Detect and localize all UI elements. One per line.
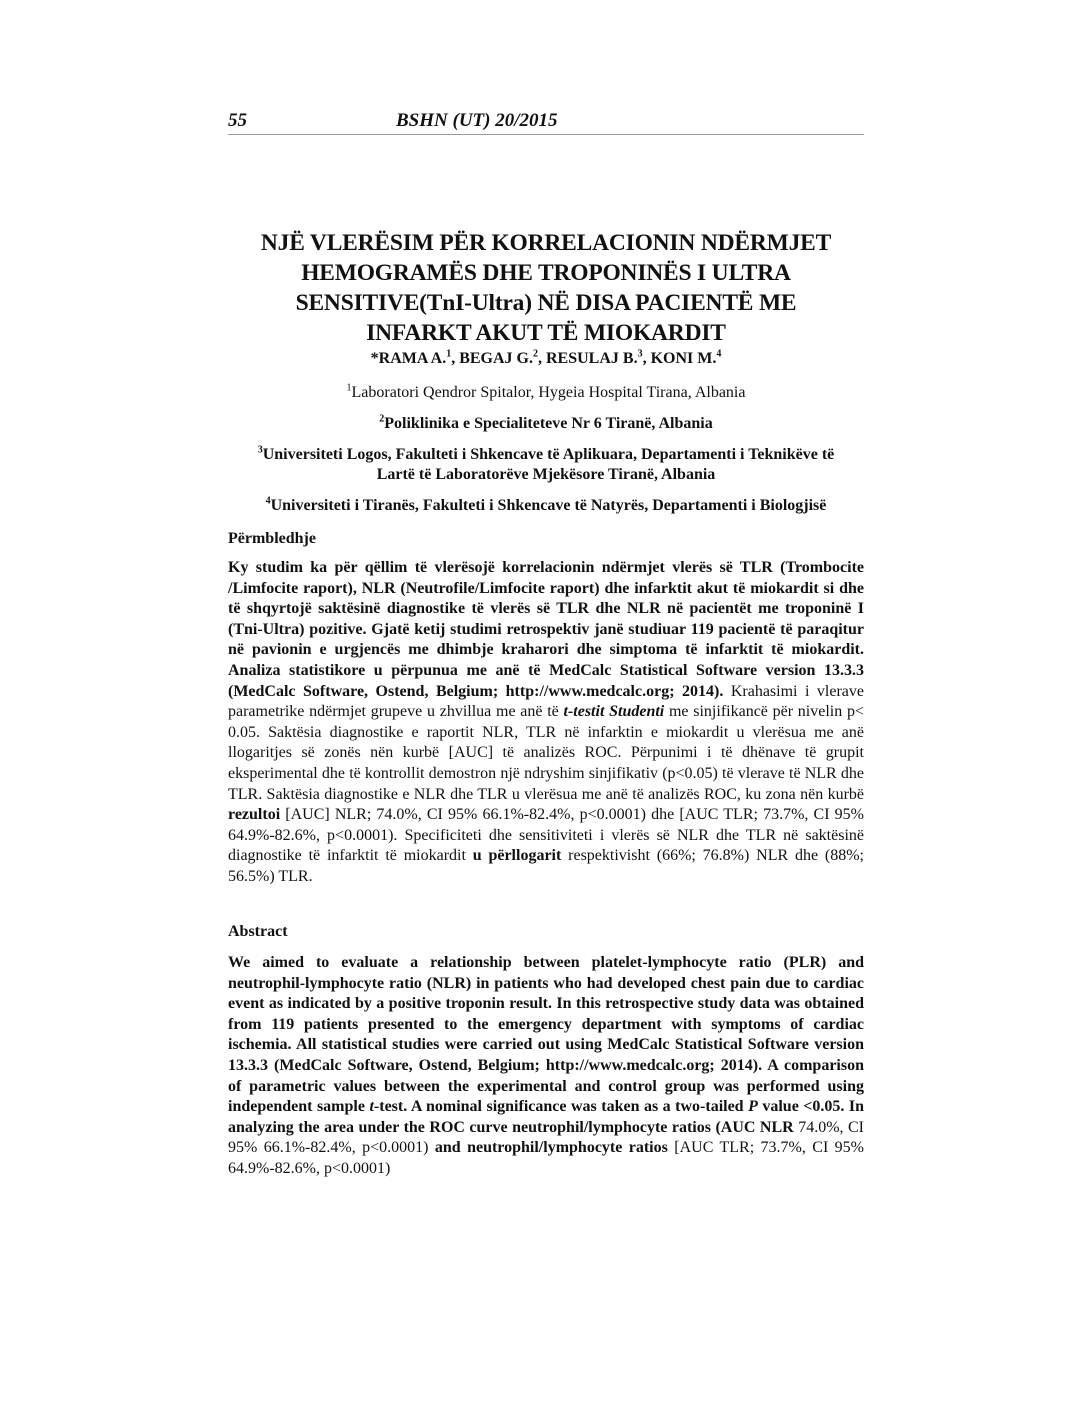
abstract-text: [AUC TLR; 73.7%, CI 95% 64.9%-82.6%, p<0.0001) bbox=[228, 1139, 865, 1177]
author: *RAMA A. bbox=[370, 350, 447, 367]
permbledhje-paragraph bbox=[228, 558, 864, 888]
author-sup: 2 bbox=[533, 348, 538, 360]
affiliation-1 bbox=[228, 383, 864, 403]
affiliation-sup: 2 bbox=[379, 413, 385, 425]
author: , RESULAJ B. bbox=[538, 350, 638, 367]
abstract-heading: Abstract bbox=[228, 923, 288, 940]
abstract-paragraph bbox=[228, 953, 864, 1180]
abstract-text: and neutrophil/lymphocyte ratios bbox=[434, 1139, 675, 1157]
permbledhje-bold-text: Ky studim ka për qëllim të vlerësojë korrelacionin ndërmjet vlerës së TLR (Trombocite /Limfocite raport), NLR (Neutrofile/Limfocite raport) dhe infarktit akut të miokardit si dhe të shqyrtojë saktësinë diagnostike të vlerës së TLR dhe NLR në pacientët me troponinë I (Tni-Ultra) pozitive. Gjatë ketij studimi retrospektiv janë studiuar 119 pacientë të paraqitur në pavionin e urgjencës me dhimbje kraharori dhe simptoma të infarktit të miokardit. Analiza statistikore u përpunua me anë të MedCalc Statistical Software version 13.3.3 (MedCalc Software, Ostend, Belgium; http://www.medcalc.org; 2014). bbox=[228, 559, 864, 700]
permbledhje-text: respektivisht (66%; 76.8%) NLR dhe (88%; 56.5%) TLR. bbox=[228, 847, 864, 885]
affiliation-text: Laboratori Qendror Spitalor, Hygeia Hospital Tirana, Albania bbox=[351, 384, 746, 401]
perllogarit-term: u përllogarit bbox=[472, 847, 562, 865]
abstract-text: -test. A nominal significance was taken as a two-tailed bbox=[373, 1098, 749, 1116]
abstract-text: value <0.05. In analyzing the area under the ROC curve neutrophil/lymphocyte ratios (AUC NLR bbox=[228, 1098, 865, 1136]
permbledhje-heading: Përmbledhje bbox=[228, 530, 316, 547]
affiliation-text: Universiteti i Tiranës, Fakulteti i Shkencave të Natyrës, Departamenti i Biologjisë bbox=[270, 497, 827, 514]
title-line: SENSITIVE(TnI-Ultra) NË DISA PACIENTË ME bbox=[295, 290, 797, 316]
permbledhje-text: me sinjifikancë për nivelin p< 0.05. Saktësia diagnostike e raportit NLR, TLR në infarktin e miokardit u vlerësua me anë llogaritjes së zonës nën kurbë [AUC] të analizës ROC. Përpunimi i të dhënave të grupit eksperimental dhe të kontrollit demostron një ndryshim sinjifikativ (p<0.05) të vlerave të NLR dhe TLR. Saktësia diagnostike e NLR dhe TLR u vlerësua me anë të analizës ROC, ku zona nën kurbë bbox=[228, 703, 864, 803]
title-line: HEMOGRAMËS DHE TROPONINËS I ULTRA bbox=[301, 260, 791, 286]
t-symbol: t bbox=[369, 1098, 374, 1116]
affiliation-text: Poliklinika e Specialiteteve Nr 6 Tiranë, Albania bbox=[384, 415, 713, 432]
author: , BEGAJ G. bbox=[451, 350, 533, 367]
journal-name: BSHN (UT) 20/2015 bbox=[396, 110, 558, 131]
page-number: 55 bbox=[228, 110, 247, 131]
author-sup: 1 bbox=[446, 348, 452, 360]
permbledhje-text: [AUC] NLR; 74.0%, CI 95% 66.1%-82.4%, p<0.0001) dhe [AUC TLR; 73.7%, CI 95% 64.9%-82.6%, p<0.0001). Specificiteti dhe sensitiviteti i vlerës së NLR dhe TLR në saktësinë diagnostike të infarktit të miokardit bbox=[228, 806, 864, 865]
paper-title bbox=[228, 228, 864, 348]
author-sup: 3 bbox=[637, 348, 643, 360]
affiliation-text: Lartë të Laboratorëve Mjekësore Tiranë, Albania bbox=[376, 466, 716, 483]
affiliation-3 bbox=[228, 445, 864, 485]
affiliation-2 bbox=[228, 414, 864, 434]
affiliation-sup: 1 bbox=[346, 382, 352, 394]
author-list bbox=[228, 350, 864, 368]
title-line: NJË VLERËSIM PËR KORRELACIONIN NDËRMJET bbox=[260, 230, 832, 256]
running-header bbox=[228, 110, 864, 135]
author: , KONI M. bbox=[642, 350, 717, 367]
p-symbol: P bbox=[748, 1098, 758, 1116]
author-sup: 4 bbox=[716, 348, 722, 360]
abstract-text: 74.0%, CI 95% 66.1%-82.4%, p<0.0001) bbox=[228, 1118, 865, 1157]
affiliation-text: Universiteti Logos, Fakulteti i Shkencave të Aplikuara, Departamenti i Teknikëve të bbox=[262, 446, 835, 463]
title-line: INFARKT AKUT TË MIOKARDIT bbox=[366, 320, 726, 346]
rezultoi-term: rezultoi bbox=[228, 806, 281, 824]
affiliation-4 bbox=[228, 496, 864, 516]
affiliation-sup: 3 bbox=[257, 444, 263, 456]
ttest-term: t-testit Studenti bbox=[563, 703, 665, 721]
affiliation-sup: 4 bbox=[265, 495, 271, 507]
abstract-text: We aimed to evaluate a relationship between platelet-lymphocyte ratio (PLR) and neutrophil-lymphocyte ratio (NLR) in patients who had developed chest pain due to cardiac event as indicated by a positive troponin result. In this retrospective study data was obtained from 119 patients presented to the emergency department with symptoms of cardiac ischemia. All statistical studies were carried out using MedCalc Statistical Software version 13.3.3 (MedCalc Software, Ostend, Belgium; http://www.medcalc.org; 2014). A comparison of parametric values between the experimental and control group was performed using independent sample bbox=[228, 954, 864, 1116]
permbledhje-text: Krahasimi i vlerave parametrike ndërmjet grupeve u zhvillua me anë të bbox=[228, 682, 865, 721]
